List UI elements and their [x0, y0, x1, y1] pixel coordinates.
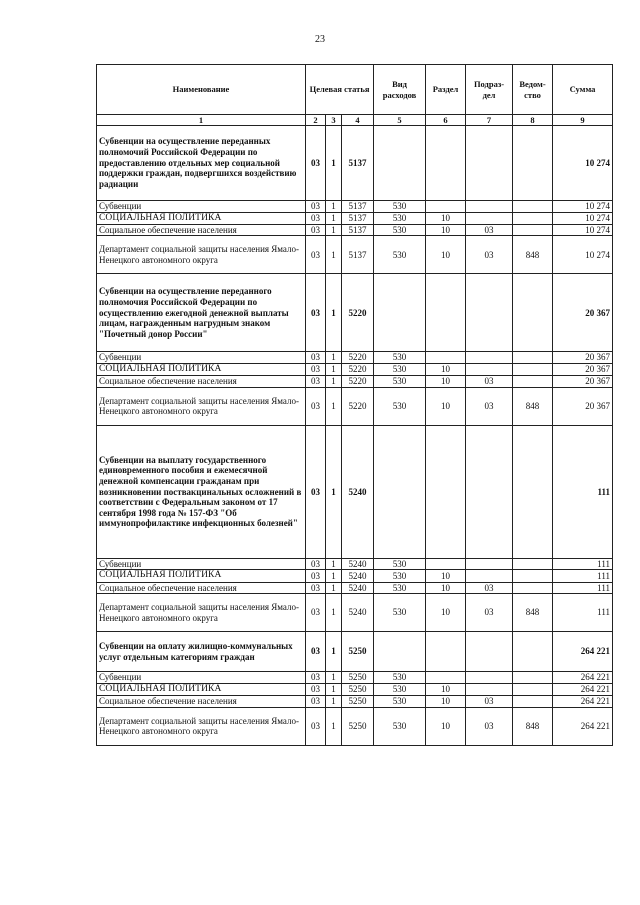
subsection-cell: 03: [466, 387, 513, 425]
subsection-cell: [466, 212, 513, 224]
empty-cell: [513, 425, 553, 558]
column-index: 8: [513, 115, 553, 126]
target-article-part-3: 5250: [342, 696, 374, 708]
target-article-part-1: 03: [306, 632, 326, 672]
target-article-part-1: 03: [306, 425, 326, 558]
amount-cell: 10 274: [553, 236, 613, 274]
subsection-cell: [466, 352, 513, 364]
table-row: [97, 696, 613, 708]
amount-cell: 20 367: [553, 274, 613, 352]
table-row: [97, 352, 613, 364]
target-article-part-1: 03: [306, 364, 326, 376]
target-article-part-1: 03: [306, 696, 326, 708]
subsection-cell: 03: [466, 236, 513, 274]
target-article-part-2: 1: [326, 352, 342, 364]
amount-cell: 111: [553, 425, 613, 558]
amount-cell: 264 221: [553, 632, 613, 672]
amount-cell: 10 274: [553, 126, 613, 201]
subsection-cell: [466, 683, 513, 695]
empty-cell: [513, 632, 553, 672]
section-cell: 10: [426, 707, 466, 745]
empty-cell: [466, 632, 513, 672]
section-cell: [426, 558, 466, 570]
row-name: Субвенции: [97, 201, 306, 213]
target-article-part-2: 1: [326, 707, 342, 745]
subsection-cell: 03: [466, 696, 513, 708]
expense-type-cell: 530: [374, 582, 426, 594]
target-article-part-3: 5137: [342, 236, 374, 274]
column-index: 7: [466, 115, 513, 126]
target-article-part-3: 5137: [342, 201, 374, 213]
section-cell: 10: [426, 364, 466, 376]
expense-type-cell: 530: [374, 364, 426, 376]
header-row: [97, 65, 613, 115]
row-name: СОЦИАЛЬНАЯ ПОЛИТИКА: [97, 683, 306, 695]
subsection-cell: [466, 570, 513, 582]
target-article-part-3: 5250: [342, 672, 374, 684]
target-article-part-2: 1: [326, 582, 342, 594]
department-cell: 848: [513, 236, 553, 274]
department-cell: 848: [513, 594, 553, 632]
table-body: [97, 126, 613, 746]
department-cell: [513, 570, 553, 582]
subsection-cell: 03: [466, 707, 513, 745]
subsection-cell: [466, 672, 513, 684]
subsection-cell: [466, 201, 513, 213]
target-article-part-2: 1: [326, 364, 342, 376]
empty-cell: [426, 274, 466, 352]
target-article-part-3: 5240: [342, 570, 374, 582]
section-cell: 10: [426, 224, 466, 236]
section-cell: [426, 352, 466, 364]
department-cell: [513, 683, 553, 695]
section-cell: 10: [426, 376, 466, 388]
empty-cell: [466, 126, 513, 201]
target-article-part-3: 5137: [342, 224, 374, 236]
amount-cell: 20 367: [553, 364, 613, 376]
header-department: Ведом-ство: [513, 65, 553, 115]
section-cell: [426, 201, 466, 213]
row-name: Департамент социальной защиты населения Ямало-Ненецкого автономного округа: [97, 707, 306, 745]
amount-cell: 20 367: [553, 376, 613, 388]
table-row: [97, 201, 613, 213]
target-article-part-2: 1: [326, 570, 342, 582]
target-article-part-1: 03: [306, 387, 326, 425]
expense-type-cell: 530: [374, 376, 426, 388]
empty-cell: [466, 425, 513, 558]
target-article-part-2: 1: [326, 126, 342, 201]
empty-cell: [513, 274, 553, 352]
target-article-part-1: 03: [306, 570, 326, 582]
row-name: Департамент социальной защиты населения Ямало-Ненецкого автономного округа: [97, 236, 306, 274]
group-title: Субвенции на оплату жилищно-коммунальных услуг отдельным категориям граждан: [97, 632, 306, 672]
target-article-part-1: 03: [306, 683, 326, 695]
target-article-part-1: 03: [306, 274, 326, 352]
row-name: Субвенции: [97, 672, 306, 684]
amount-cell: 10 274: [553, 212, 613, 224]
target-article-part-3: 5240: [342, 425, 374, 558]
header-section: Раздел: [426, 65, 466, 115]
column-index: 9: [553, 115, 613, 126]
target-article-part-2: 1: [326, 683, 342, 695]
department-cell: [513, 376, 553, 388]
target-article-part-3: 5240: [342, 582, 374, 594]
section-cell: 10: [426, 236, 466, 274]
target-article-part-1: 03: [306, 582, 326, 594]
amount-cell: 111: [553, 582, 613, 594]
target-article-part-2: 1: [326, 212, 342, 224]
empty-cell: [513, 126, 553, 201]
group-title-row: [97, 632, 613, 672]
page-number: 23: [315, 34, 325, 45]
row-name: СОЦИАЛЬНАЯ ПОЛИТИКА: [97, 364, 306, 376]
expense-type-cell: 530: [374, 672, 426, 684]
amount-cell: 10 274: [553, 224, 613, 236]
table-row: [97, 364, 613, 376]
expense-type-cell: 530: [374, 212, 426, 224]
header-target-article: Целевая статья: [306, 65, 374, 115]
column-index: 2: [306, 115, 326, 126]
expense-type-cell: 530: [374, 201, 426, 213]
target-article-part-3: 5220: [342, 376, 374, 388]
target-article-part-2: 1: [326, 696, 342, 708]
row-name: Социальное обеспечение населения: [97, 224, 306, 236]
expense-type-cell: 530: [374, 387, 426, 425]
column-index: 4: [342, 115, 374, 126]
section-cell: [426, 672, 466, 684]
empty-cell: [374, 632, 426, 672]
amount-cell: 20 367: [553, 387, 613, 425]
amount-cell: 10 274: [553, 201, 613, 213]
empty-cell: [426, 425, 466, 558]
target-article-part-1: 03: [306, 672, 326, 684]
department-cell: [513, 212, 553, 224]
expense-type-cell: 530: [374, 707, 426, 745]
amount-cell: 20 367: [553, 352, 613, 364]
department-cell: 848: [513, 707, 553, 745]
target-article-part-2: 1: [326, 224, 342, 236]
department-cell: [513, 201, 553, 213]
amount-cell: 264 221: [553, 707, 613, 745]
subsection-cell: [466, 364, 513, 376]
table-row: [97, 570, 613, 582]
section-cell: 10: [426, 212, 466, 224]
table-row: [97, 212, 613, 224]
table-row: [97, 224, 613, 236]
subsection-cell: 03: [466, 224, 513, 236]
row-name: Департамент социальной защиты населения Ямало-Ненецкого автономного округа: [97, 387, 306, 425]
department-cell: 848: [513, 387, 553, 425]
amount-cell: 264 221: [553, 672, 613, 684]
target-article-part-1: 03: [306, 126, 326, 201]
table-row: [97, 387, 613, 425]
subsection-cell: 03: [466, 582, 513, 594]
header-expense-type: Вид расходов: [374, 65, 426, 115]
group-title-row: [97, 425, 613, 558]
target-article-part-1: 03: [306, 224, 326, 236]
target-article-part-1: 03: [306, 352, 326, 364]
department-cell: [513, 558, 553, 570]
group-title: Субвенции на осуществление переданного полномочия Российской Федерации по осуществлению ежегодной денежной выплаты лицам, награжденным нагрудным знаком "Почетный донор России": [97, 274, 306, 352]
section-cell: 10: [426, 582, 466, 594]
expense-type-cell: 530: [374, 696, 426, 708]
target-article-part-2: 1: [326, 632, 342, 672]
amount-cell: 111: [553, 570, 613, 582]
section-cell: 10: [426, 683, 466, 695]
empty-cell: [426, 126, 466, 201]
row-name: Социальное обеспечение населения: [97, 376, 306, 388]
target-article-part-1: 03: [306, 201, 326, 213]
empty-cell: [466, 274, 513, 352]
department-cell: [513, 224, 553, 236]
target-article-part-3: 5220: [342, 352, 374, 364]
section-cell: 10: [426, 570, 466, 582]
row-name: Социальное обеспечение населения: [97, 696, 306, 708]
department-cell: [513, 352, 553, 364]
target-article-part-3: 5240: [342, 594, 374, 632]
column-index-row: [97, 115, 613, 126]
target-article-part-3: 5137: [342, 126, 374, 201]
expense-type-cell: 530: [374, 570, 426, 582]
column-index: 5: [374, 115, 426, 126]
row-name: СОЦИАЛЬНАЯ ПОЛИТИКА: [97, 212, 306, 224]
row-name: Субвенции: [97, 352, 306, 364]
target-article-part-3: 5220: [342, 387, 374, 425]
expense-type-cell: 530: [374, 558, 426, 570]
target-article-part-3: 5250: [342, 632, 374, 672]
target-article-part-2: 1: [326, 274, 342, 352]
expense-type-cell: 530: [374, 352, 426, 364]
empty-cell: [426, 632, 466, 672]
table-row: [97, 376, 613, 388]
section-cell: 10: [426, 594, 466, 632]
expense-type-cell: 530: [374, 236, 426, 274]
group-title: Субвенции на осуществление переданных полномочий Российской Федерации по предоставлению отдельных мер социальной поддержки граждан, подвергшихся воздействию радиации: [97, 126, 306, 201]
amount-cell: 111: [553, 558, 613, 570]
amount-cell: 264 221: [553, 683, 613, 695]
section-cell: 10: [426, 696, 466, 708]
target-article-part-3: 5250: [342, 683, 374, 695]
amount-cell: 264 221: [553, 696, 613, 708]
target-article-part-1: 03: [306, 558, 326, 570]
header-name: Наименование: [97, 65, 306, 115]
target-article-part-2: 1: [326, 594, 342, 632]
row-name: Социальное обеспечение населения: [97, 582, 306, 594]
target-article-part-3: 5250: [342, 707, 374, 745]
subsection-cell: 03: [466, 376, 513, 388]
header-subsection: Подраз-дел: [466, 65, 513, 115]
table-row: [97, 558, 613, 570]
target-article-part-2: 1: [326, 201, 342, 213]
target-article-part-2: 1: [326, 387, 342, 425]
empty-cell: [374, 274, 426, 352]
header-amount: Сумма: [553, 65, 613, 115]
row-name: Субвенции: [97, 558, 306, 570]
subsection-cell: [466, 558, 513, 570]
table-row: [97, 236, 613, 274]
expense-type-cell: 530: [374, 224, 426, 236]
group-title: Субвенции на выплату государственного единовременного пособия и ежемесячной денежной компенсации гражданам при возникновении поствакцинальных осложнений в соответствии с Федеральным законом от 17 сентября 1998 года № 157-ФЗ "Об иммунопрофилактике инфекционных болезней": [97, 425, 306, 558]
target-article-part-2: 1: [326, 236, 342, 274]
budget-table: [96, 64, 613, 746]
target-article-part-3: 5220: [342, 364, 374, 376]
target-article-part-2: 1: [326, 376, 342, 388]
department-cell: [513, 672, 553, 684]
target-article-part-1: 03: [306, 376, 326, 388]
column-index: 3: [326, 115, 342, 126]
target-article-part-2: 1: [326, 558, 342, 570]
row-name: СОЦИАЛЬНАЯ ПОЛИТИКА: [97, 570, 306, 582]
department-cell: [513, 696, 553, 708]
table-row: [97, 672, 613, 684]
department-cell: [513, 364, 553, 376]
empty-cell: [374, 425, 426, 558]
target-article-part-1: 03: [306, 707, 326, 745]
table-row: [97, 594, 613, 632]
group-title-row: [97, 126, 613, 201]
column-index: 1: [97, 115, 306, 126]
row-name: Департамент социальной защиты населения Ямало-Ненецкого автономного округа: [97, 594, 306, 632]
expense-type-cell: 530: [374, 594, 426, 632]
target-article-part-2: 1: [326, 425, 342, 558]
target-article-part-2: 1: [326, 672, 342, 684]
target-article-part-3: 5240: [342, 558, 374, 570]
column-index: 6: [426, 115, 466, 126]
section-cell: 10: [426, 387, 466, 425]
target-article-part-3: 5220: [342, 274, 374, 352]
target-article-part-1: 03: [306, 212, 326, 224]
table-row: [97, 582, 613, 594]
expense-type-cell: 530: [374, 683, 426, 695]
table-row: [97, 707, 613, 745]
group-title-row: [97, 274, 613, 352]
amount-cell: 111: [553, 594, 613, 632]
department-cell: [513, 582, 553, 594]
target-article-part-1: 03: [306, 236, 326, 274]
table-row: [97, 683, 613, 695]
subsection-cell: 03: [466, 594, 513, 632]
target-article-part-1: 03: [306, 594, 326, 632]
empty-cell: [374, 126, 426, 201]
target-article-part-3: 5137: [342, 212, 374, 224]
